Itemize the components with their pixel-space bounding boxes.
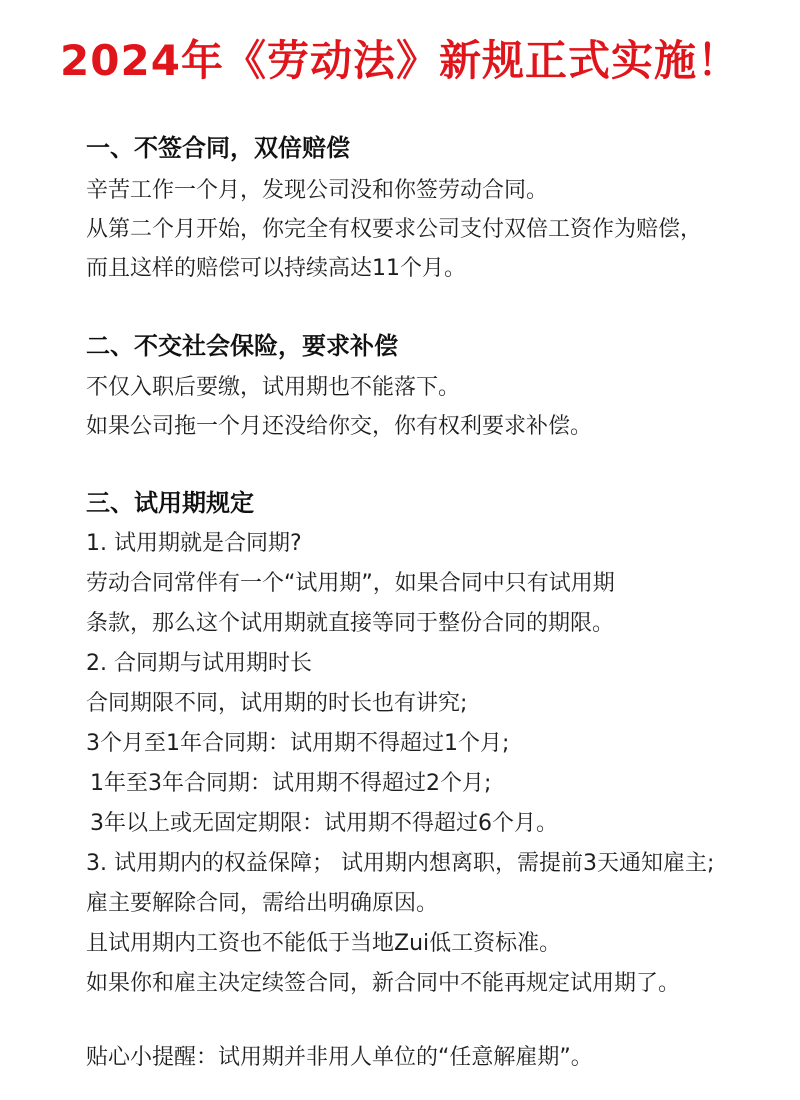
section-2-heading: 二、不交社会保险，要求补偿 [86, 332, 398, 360]
section-2-line-2: 如果公司拖一个月还没给你交，你有权利要求补偿。 [86, 414, 593, 439]
section-3-line-3: 条款，那么这个试用期就直接等同于整份合同的期限。 [86, 611, 615, 636]
section-1-line-3: 而且这样的赔偿可以持续高达11个月。 [86, 256, 466, 281]
section-1-line-2: 从第二个月开始，你完全有权要求公司支付双倍工资作为赔偿， [86, 217, 703, 242]
section-3-line-9: 3. 试用期内的权益保障； 试用期内想离职，需提前3天通知雇主; [86, 851, 715, 876]
section-2-line-1: 不仅入职后要缴，试用期也不能落下。 [86, 375, 461, 400]
section-3-line-1: 1. 试用期就是合同期? [86, 531, 302, 556]
section-3-line-5: 合同期限不同，试用期的时长也有讲究; [86, 691, 468, 716]
section-3-line-8: 3年以上或无固定期限：试用期不得超过6个月。 [90, 811, 558, 836]
tip-text: 贴心小提醒：试用期并非用人单位的“任意解雇期”。 [86, 1045, 593, 1070]
section-3-line-12: 如果你和雇主决定续签合同，新合同中不能再规定试用期了。 [86, 971, 681, 996]
section-3-line-10: 雇主要解除合同，需给出明确原因。 [86, 891, 439, 916]
section-3-heading: 三、试用期规定 [86, 489, 254, 517]
section-3-line-6: 3个月至1年合同期：试用期不得超过1个月; [86, 731, 510, 756]
section-3-line-7: 1年至3年合同期：试用期不得超过2个月; [90, 771, 492, 796]
section-3-line-2: 劳动合同常伴有一个“试用期”，如果合同中只有试用期 [86, 571, 615, 596]
section-1-line-1: 辛苦工作一个月，发现公司没和你签劳动合同。 [86, 178, 549, 203]
article-title: 2024年《劳动法》新规正式实施！ [60, 36, 740, 85]
section-1-heading: 一、不签合同，双倍赔偿 [86, 134, 350, 162]
section-3-line-4: 2. 合同期与试用期时长 [86, 651, 312, 676]
section-3-line-11: 且试用期内工资也不能低于当地Zui低工资标准。 [86, 931, 562, 956]
